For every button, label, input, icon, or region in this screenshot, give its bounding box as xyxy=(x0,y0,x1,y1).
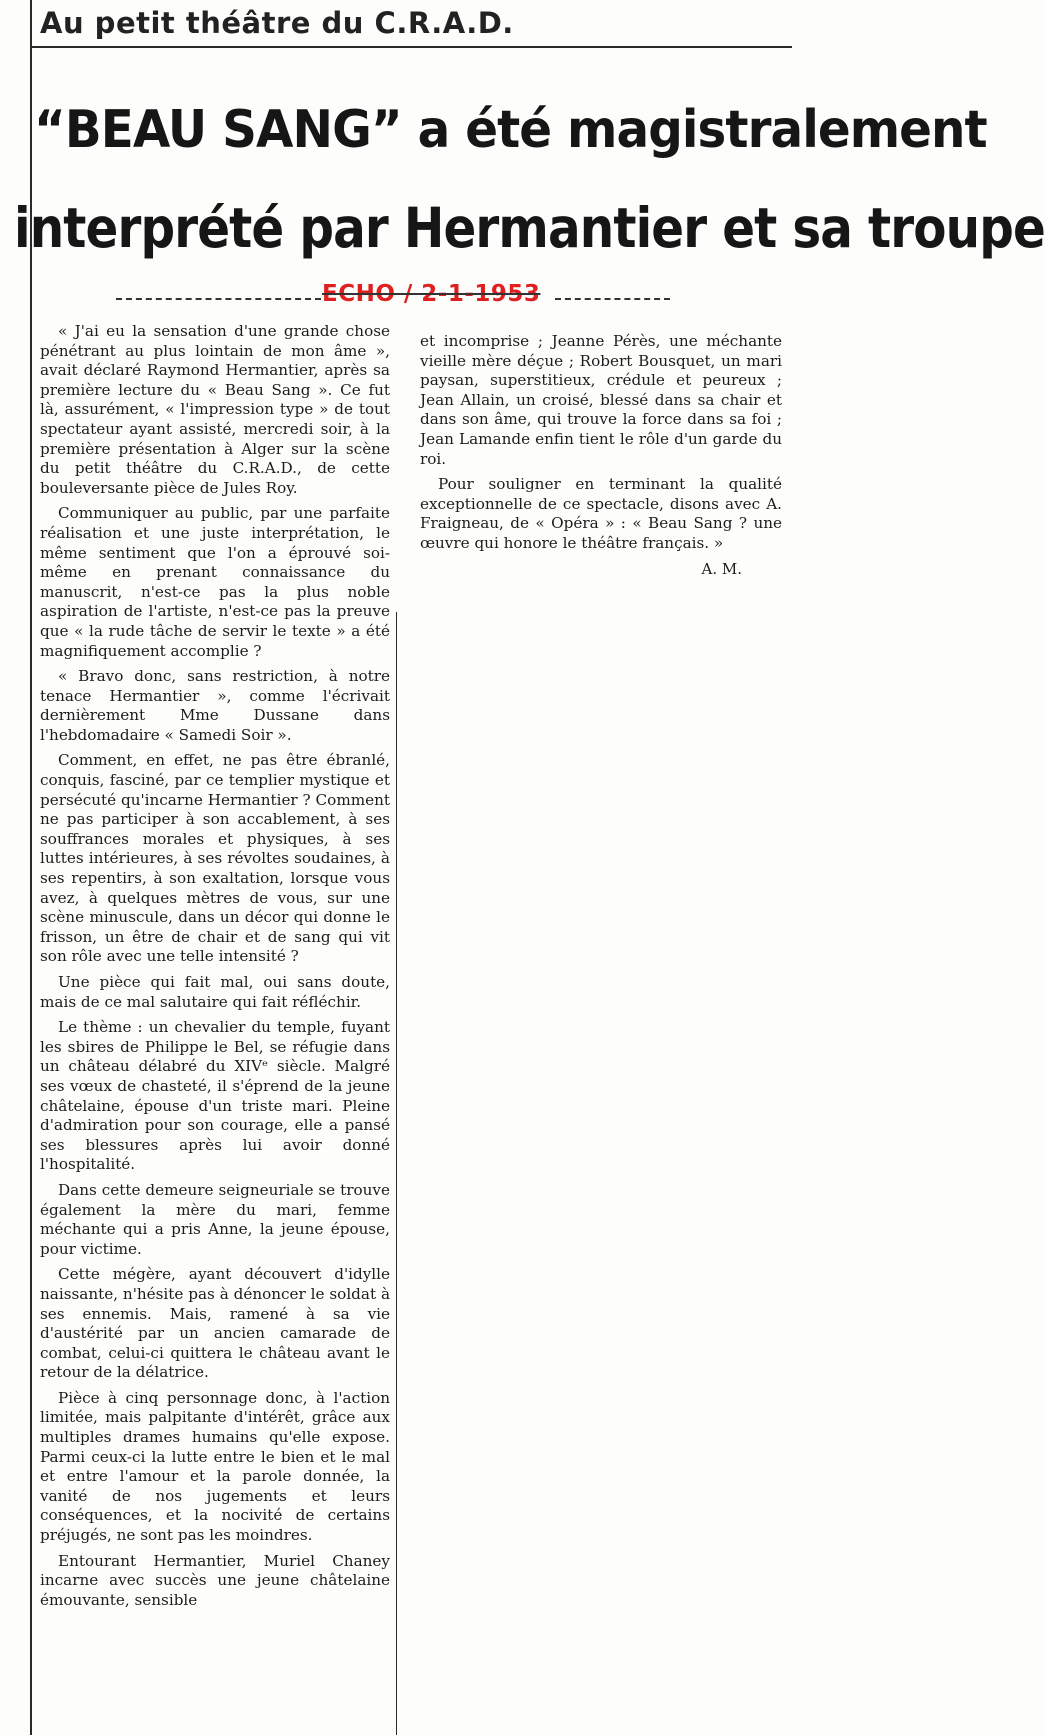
paragraph: Une pièce qui fait mal, oui sans doute, mais de ce mal salutaire qui fait réfléchir. xyxy=(40,973,390,1011)
headline-line-2: interprété par Hermantier et sa troupe xyxy=(14,196,1045,260)
kicker-underline-rule xyxy=(30,46,792,48)
paragraph: Pièce à cinq personnage donc, à l'action limitée, mais palpitante d'intérêt, grâce aux multiples drames humains qu'elle expose. Parmi ceux-ci la lutte entre le bien et le mal et entre l'amour et la parole donnée, la vanité de nos jugements et leurs conséquences, et la nocivité de certains préjugés, ne sont pas les moindres. xyxy=(40,1388,390,1545)
kicker-title: Au petit théâtre du C.R.A.D. xyxy=(40,6,514,40)
paragraph: « Bravo donc, sans restriction, à notre tenace Hermantier », comme l'écrivait dernièrement Mme Dussane dans l'hebdomadaire « Samedi Soir ». xyxy=(40,667,390,744)
paragraph: Le thème : un chevalier du temple, fuyant les sbires de Philippe le Bel, se réfugie dans un château délabré du XIVᵉ siècle. Malgré ses vœux de chasteté, il s'éprend de la jeune châtelaine, épouse d'un triste mari. Pleine d'admiration pour son courage, elle a pansé ses blessures après lui avoir donné l'hospitalité. xyxy=(40,1018,390,1174)
left-border-rule xyxy=(30,0,32,1735)
column-divider xyxy=(396,612,397,1735)
dashed-rule-left xyxy=(116,298,321,300)
paragraph: Comment, en effet, ne pas être ébranlé, conquis, fasciné, par ce templier mystique et persécuté qu'incarne Hermantier ? Comment ne pas participer à son accablement, à ses souffrances morales et physiques, à ses luttes intérieures, à ses révoltes soudaines, à ses repentirs, à son exaltation, lorsque vous avez, à quelques mètres de vous, sur une scène minuscule, dans un décor qui donne le frisson, un être de chair et de sang qui vit son rôle avec une telle intensité ? xyxy=(40,751,390,966)
article-column-left xyxy=(40,322,390,1616)
paragraph: Pour souligner en terminant la qualité exceptionnelle de ce spectacle, disons avec A. Fraigneau, de « Opéra » : « Beau Sang ? une œuvre qui honore le théâtre français. » xyxy=(420,475,782,552)
paragraph: « J'ai eu la sensation d'une grande chose pénétrant au plus lointain de mon âme », avait déclaré Raymond Hermantier, après sa première lecture du « Beau Sang ». Ce fut là, assurément, « l'impression type » de tout spectateur ayant assisté, mercredi soir, à la première présentation à Alger sur la scène du petit théâtre du C.R.A.D., de cette bouleversante pièce de Jules Roy. xyxy=(40,322,390,497)
paragraph: Cette mégère, ayant découvert d'idylle naissante, n'hésite pas à dénoncer le soldat à ses ennemis. Mais, ramené à sa vie d'austérité par un ancien camarade de combat, celui-ci quittera le château avant le retour de la délatrice. xyxy=(40,1265,390,1382)
source-date-stamp: ECHO / 2-1-1953 xyxy=(322,281,541,307)
headline-line-1: “BEAU SANG” a été magistralement xyxy=(34,100,987,160)
paragraph: Communiquer au public, par une parfaite réalisation et une juste interprétation, le même sentiment que l'on a éprouvé soi-même en prenant connaissance du manuscrit, n'est-ce pas la plus noble aspiration de l'artiste, n'est-ce pas la preuve que « la rude tâche de servir le texte » a été magnifiquement accomplie ? xyxy=(40,504,390,660)
dashed-rule-right xyxy=(555,298,670,300)
paragraph: Entourant Hermantier, Muriel Chaney incarne avec succès une jeune châtelaine émouvante, sensible xyxy=(40,1551,390,1609)
article-column-right xyxy=(420,332,782,585)
author-signature: A. M. xyxy=(701,559,742,578)
paragraph: et incomprise ; Jeanne Pérès, une méchante vieille mère déçue ; Robert Bousquet, un mari paysan, superstitieux, crédule et peureux ; Jean Allain, un croisé, blessé dans sa chair et dans son âme, qui trouve la force dans sa foi ; Jean Lamande enfin tient le rôle d'un garde du roi. xyxy=(420,332,782,468)
paragraph: Dans cette demeure seigneuriale se trouve également la mère du mari, femme méchante qui a pris Anne, la jeune épouse, pour victime. xyxy=(40,1180,390,1258)
